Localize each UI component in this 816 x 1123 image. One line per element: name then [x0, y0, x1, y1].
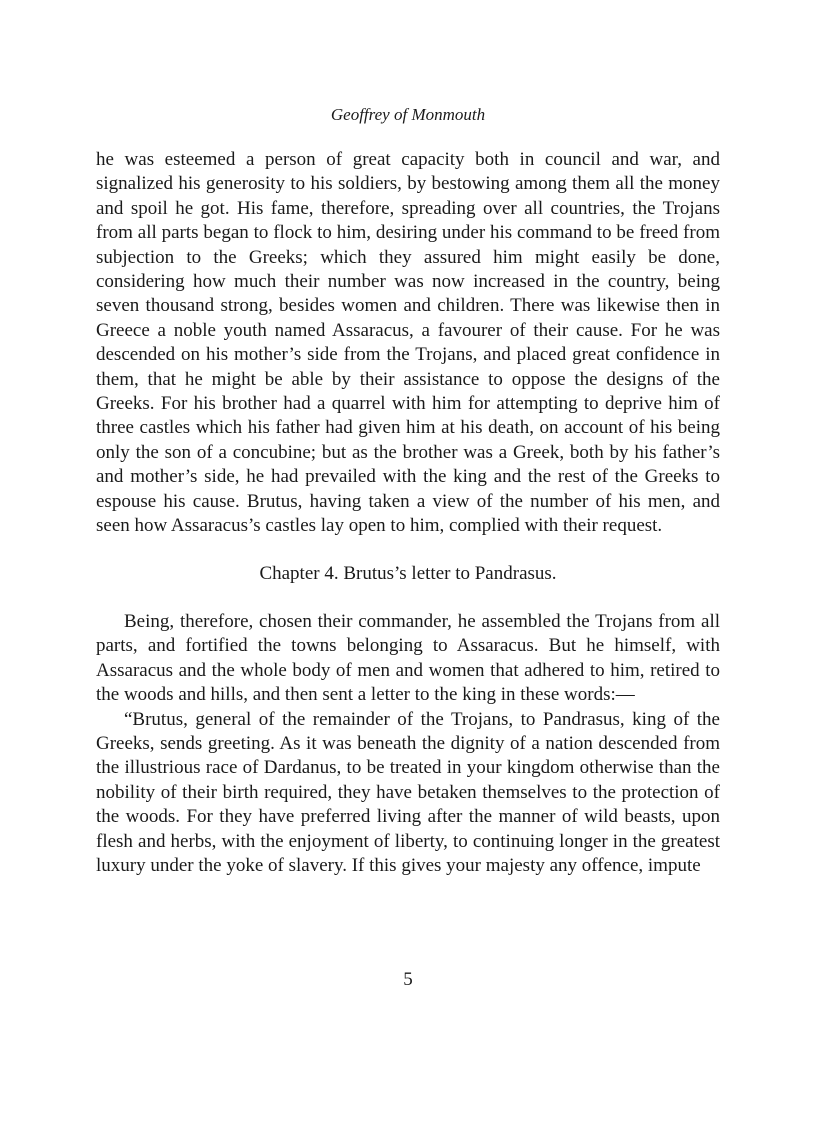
paragraph-continuation: he was esteemed a person of great capacity both in council and war, and signalized his generosity to his soldiers, by bestowing among them all the money and spoil he got. His fame, therefore, spreading over all countries, the Trojans from all parts began to flock to him, desiring under his command to be freed from subjection to the Greeks; which they assured him might easily be done, considering how much their number was now increased in the country, being seven thousand strong, besides women and children. There was likewise then in Greece a noble youth named Assaracus, a favourer of their cause. For he was descended on his mother’s side from the Trojans, and placed great confidence in them, that he might be able by their assistance to oppose the designs of the Greeks. For his brother had a quarrel with him for attempting to deprive him of three castles which his father had given him at his death, on account of his being only the son of a concubine; but as the brother was a Greek, both by his father’s and mother’s side, he had prevailed with the king and the rest of the Greeks to espouse his cause. Brutus, having taken a view of the number of his men, and seen how Assaracus’s castles lay open to him, complied with their request.	[96, 149, 720, 537]
chapter-heading: Chapter 4. Brutus’s letter to Pandrasus.	[259, 562, 557, 584]
page-body	[96, 148, 720, 878]
running-head: Geoffrey of Monmouth	[330, 105, 486, 124]
paragraph-letter: “Brutus, general of the remainder of the Trojans, to Pandrasus, king of the Greeks, sends greeting. As it was beneath the dignity of a nation descended from the illustrious race of Dardanus, to be treated in your kingdom otherwise than the nobility of their birth required, they have betaken themselves to the protection of the woods. For they have preferred living after the manner of wild beasts, upon flesh and herbs, with the enjoyment of liberty, to continuing longer in the greatest luxury under the yoke of slavery. If this gives your majesty any offence, impute	[96, 708, 720, 876]
page-number: 5	[403, 969, 413, 990]
paragraph-commander: Being, therefore, chosen their commander, he assembled the Trojans from all parts, and fortified the towns belonging to Assaracus. But he himself, with Assaracus and the whole body of men and women that adhered to him, retired to the woods and hills, and then sent a letter to the king in these words:—	[96, 610, 720, 706]
